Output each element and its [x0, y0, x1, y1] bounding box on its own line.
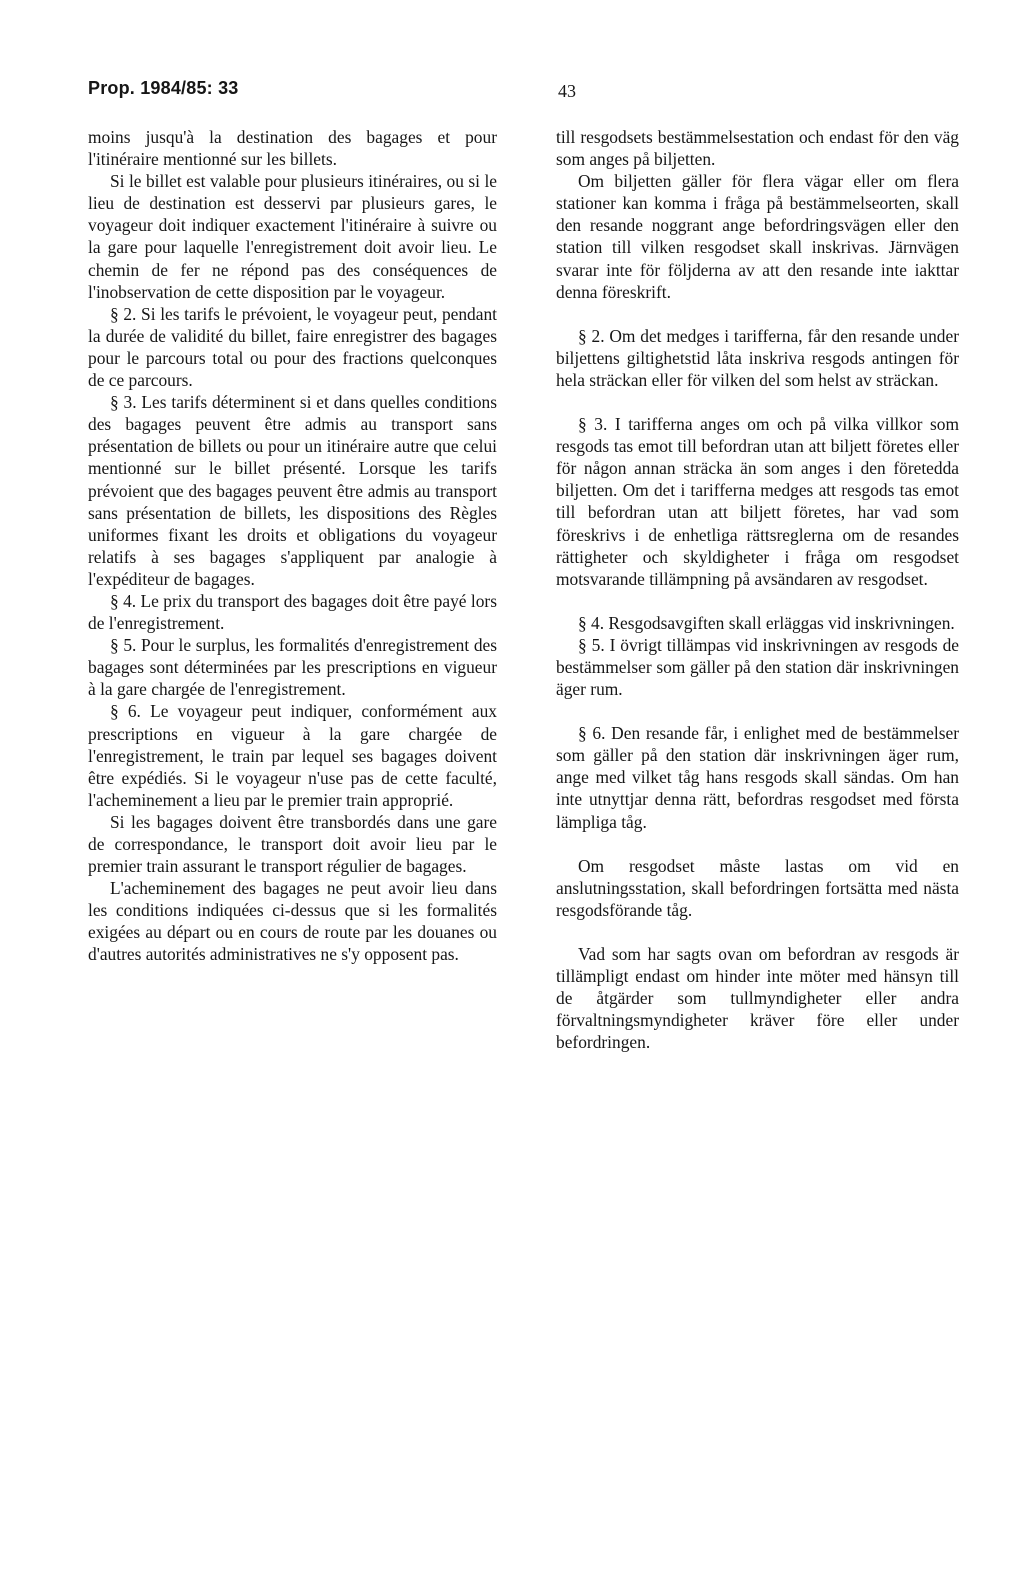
swedish-paragraph-section-6: § 6. Den resande får, i enlighet med de bestämmelser som gäller på den station där inskrivningen äger rum, ange med vilket tåg hans resgods skall sändas. Om han inte utnyttjar denna rätt, befordras resgodset med första lämpliga tåg. — [556, 723, 959, 832]
french-paragraph-section-3: § 3. Les tarifs déterminent si et dans quelles conditions des bagages peuvent être admis au transport sans présentation de billets ou pour un itinéraire autre que celui mentionné sur le billet présenté. Lorsque les tarifs prévoient que des bagages peuvent être admis au transport sans présentation de billets, les dispositions des Règles uniformes fixant les droits et obligations du voyageur relatifs à ses bagages s'appliquent par analogie à l'expéditeur de bagages. — [88, 392, 497, 589]
french-paragraph-section-4: § 4. Le prix du transport des bagages doit être payé lors de l'enregistrement. — [88, 590, 497, 634]
french-paragraph-section-2: § 2. Si les tarifs le prévoient, le voyageur peut, pendant la durée de validité du billet, faire enregistrer des bagages pour le parcours total ou pour des fractions quelconques de ce parcours. — [88, 303, 497, 391]
swedish-paragraph: Om resgodset måste lastas om vid en anslutningsstation, skall befordringen fortsätta med nästa resgodsförande tåg. — [556, 855, 959, 920]
french-paragraph: Si les bagages doivent être transbordés dans une gare de correspondance, le transport doit avoir lieu par le premier train assurant le transport régulier de bagages. — [88, 811, 497, 877]
french-paragraph-section-6: § 6. Le voyageur peut indiquer, conformément aux prescriptions en vigueur à la gare chargée de l'enregistrement, le train par lequel ses bagages doivent être expédiés. Si le voyageur n'use pas de cette faculté, l'acheminement a lieu par le premier train approprié. — [88, 701, 497, 810]
swedish-paragraph: Om biljetten gäller för flera vägar eller om flera stationer kan komma i fråga på bestämmelseorten, skall den resande noggrant ange befordringsvägen eller den station till vilken resgodset skall inskrivas. Järnvägen svarar inte för följderna av att den resande inte iakttar denna föreskrift. — [556, 171, 959, 302]
swedish-paragraph: till resgodsets bestämmelsestation och endast för den väg som anges på biljetten. — [556, 127, 959, 170]
french-text-column — [88, 126, 497, 966]
swedish-paragraph-section-5: § 5. I övrigt tillämpas vid inskrivningen av resgods de bestämmelser som gäller på den station där inskrivningen äger rum. — [556, 634, 959, 700]
french-paragraph: moins jusqu'à la destination des bagages et pour l'itinéraire mentionné sur les billets. — [88, 127, 497, 170]
page-number: 43 — [558, 81, 576, 101]
proposition-reference: Prop. 1984/85: 33 — [88, 78, 239, 98]
swedish-paragraph: Vad som har sagts ovan om befordran av resgods är tillämpligt endast om hinder inte möter med hänsyn till de åtgärder som tullmyndigheter eller andra förvaltningsmyndigheter kräver före eller under befordringen. — [556, 943, 959, 1053]
swedish-paragraph-section-4: § 4. Resgodsavgiften skall erläggas vid inskrivningen. — [578, 612, 955, 633]
page-header — [88, 78, 968, 108]
swedish-paragraph-section-2: § 2. Om det medges i tarifferna, får den resande under biljettens giltighetstid låta inskriva resgods antingen för hela sträckan eller för vilken del som helst av sträckan. — [556, 325, 959, 390]
french-paragraph: Si le billet est valable pour plusieurs itinéraires, ou si le lieu de destination est desservi par plusieurs gares, le voyageur doit indiquer exactement l'itinéraire à suivre ou la gare pour laquelle l'enregistrement doit avoir lieu. Le chemin de fer ne répond pas des conséquences de l'inobservation de cette disposition par le voyageur. — [88, 171, 497, 302]
swedish-text-column — [556, 126, 959, 1053]
french-paragraph: L'acheminement des bagages ne peut avoir lieu dans les conditions indiquées ci-dessus que si les formalités exigées au départ ou en cours de route par les douanes ou d'autres autorités administratives ne s'y opposent pas. — [88, 878, 497, 965]
swedish-paragraph-section-3: § 3. I tarifferna anges om och på vilka villkor som resgods tas emot till befordran utan att biljett företes eller för någon annan sträcka än som anges i den företedda biljetten. Om det i tarifferna medges att resgods tas emot till befordran utan att biljett företes, har vad som föreskrivs i de enhetliga rättsreglerna om de resandes rättigheter och skyldigheter i fråga om resgodset motsvarande tillämpning på avsändaren av resgodset. — [556, 414, 959, 589]
french-paragraph-section-5: § 5. Pour le surplus, les formalités d'enregistrement des bagages sont déterminées par les prescriptions en vigueur à la gare chargée de l'enregistrement. — [88, 635, 497, 700]
